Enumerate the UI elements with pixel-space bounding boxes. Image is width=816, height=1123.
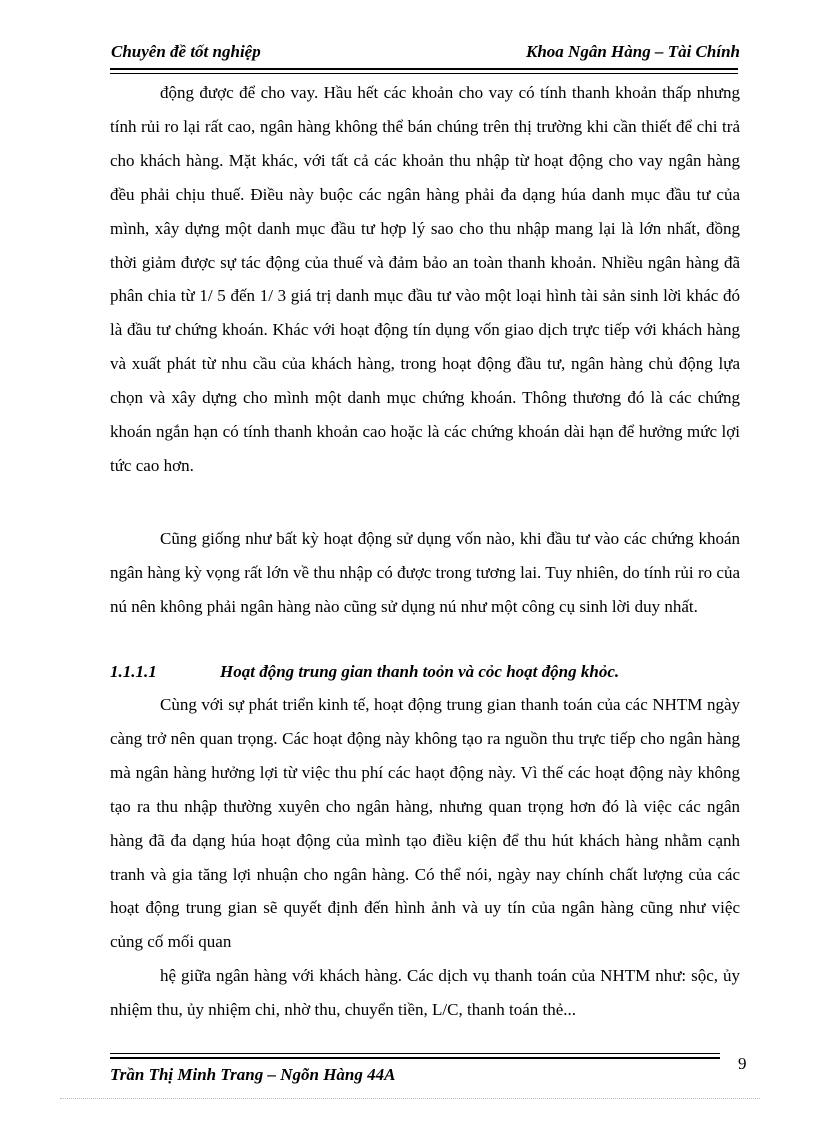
page-bottom-dotted-line bbox=[60, 1098, 760, 1099]
header-rule-thin bbox=[110, 73, 738, 74]
page-number: 9 bbox=[738, 1054, 747, 1073]
paragraph-3-text: Cùng với sự phát triển kinh tế, hoạt động trung gian thanh toán của các NHTM ngày càng trở nên quan trọng. Các hoạt động này không tạo ra nguồn thu trực tiếp cho ngân hàng mà ngân hàng hưởng lợi từ việc thu phí các haọt động này. Vì thế các hoạt động này không tạo ra thu nhập thường xuyên cho ngân hàng, nhưng quan trọng hơn đó là việc các ngân hàng đã đa dạng húa hoạt động của mình tạo điều kiện để thu hút khách hàng nhằm cạnh tranh và gia tăng lợi nhuận cho ngân hàng. Có thể nói, ngày nay chính chất lượng của các hoạt động trung gian sẽ quyết định đến hình ảnh và uy tín của ngân hàng cũng như việc củng cố mối quan bbox=[110, 695, 740, 952]
paragraph-2-text: Cũng giống như bất kỳ hoạt động sử dụng vốn nào, khi đầu tư vào các chứng khoán ngân hàng kỳ vọng rất lớn về thu nhập có được trong tương lai. Tuy nhiên, do tính rủi ro của nú nên không phải ngân hàng nào cũng sử dụng nú như một công cụ sinh lời duy nhất. bbox=[110, 529, 740, 616]
section-title: Hoạt động trung gian thanh toỏn và cỏc hoạt động khỏc. bbox=[220, 662, 620, 681]
footer-author: Trần Thị Minh Trang – Ngõn Hàng 44A bbox=[110, 1065, 396, 1084]
footer-rule-thin bbox=[110, 1053, 720, 1054]
section-number: 1.1.1.1 bbox=[110, 662, 157, 681]
paragraph-2 bbox=[110, 522, 740, 624]
paragraph-1-text: động được để cho vay. Hầu hết các khoản cho vay có tính thanh khoản thấp nhưng tính rủi ro lại rất cao, ngân hàng không thể bán chúng trên thị trường khi cần thiết để chi trả cho khách hàng. Mặt khác, với tất cả các khoản thu nhập từ hoạt động cho vay ngân hàng đều phải chịu thuế. Điều này buộc các ngân hàng phải đa dạng húa danh mục đầu tư của mình, xây dựng một danh mục đầu tư hợp lý sao cho thu nhập mang lại là lớn nhất, đồng thời giảm được sự tác động của thuế và đảm bảo an toàn thanh khoản. Nhiều ngân hàng đã phân chia từ 1/ 5 đến 1/ 3 giá trị danh mục đầu tư vào một loại hình tài sản sinh lời khác đó là đầu tư chứng khoán. Khác với hoạt động tín dụng vốn giao dịch trực tiếp với khách hàng và xuất phát từ nhu cầu của khách hàng, trong hoạt động đầu tư, ngân hàng chủ động lựa chọn và xây dựng cho mình một danh mục chứng khoán. Thông thương đó là các chứng khoán ngắn hạn có tính thanh khoản cao hoặc là các chứng khoán dài hạn để hưởng mức lợi tức cao hơn. bbox=[110, 83, 740, 475]
paragraph-1 bbox=[110, 76, 740, 483]
paragraph-3 bbox=[110, 688, 740, 1027]
header-right-title: Khoa Ngân Hàng – Tài Chính bbox=[526, 42, 740, 61]
section-heading bbox=[110, 662, 740, 682]
header-left-title: Chuyên đề tốt nghiệp bbox=[111, 42, 261, 61]
paragraph-3-continuation: hệ giữa ngân hàng với khách hàng. Các dịch vụ thanh toán của NHTM như: sộc, ủy nhiệm thu, ủy nhiệm chi, nhờ thu, chuyển tiền, L/C, thanh toán thẻ... bbox=[110, 966, 740, 1020]
footer-rule bbox=[110, 1057, 720, 1059]
header-rule bbox=[110, 68, 738, 70]
